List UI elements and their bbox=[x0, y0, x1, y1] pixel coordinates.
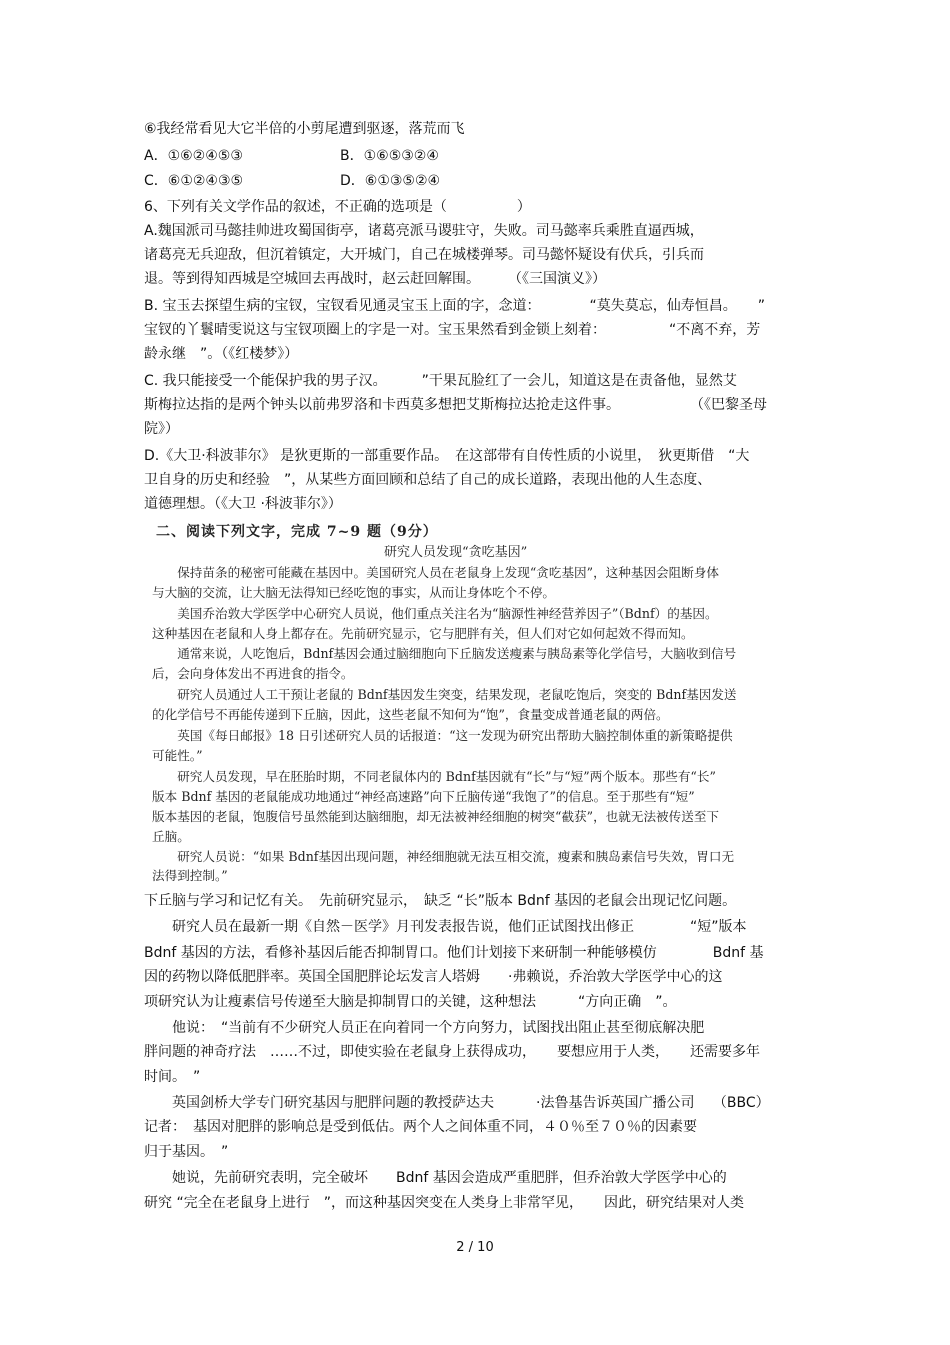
scanned-line: 与大脑的交流，让大脑无法得知已经吃饱的事实，从而让身体吃个不停。 bbox=[152, 585, 555, 600]
scanned-line: 研究人员通过人工干预让老鼠的 Bdnf基因发生突变，结果发现，老鼠吃饱后，突变的 Bdnf基因发送 bbox=[152, 687, 737, 702]
choice-d-line: 卫自身的历史和经验 ”，从某些方面回顾和总结了自己的成长道路，表现出他的人生态度、 bbox=[144, 472, 712, 488]
choice-c-line: C. 我只能接受一个能保护我的男子汉。 ”干果瓦脸红了一会儿，知道这是在责备他，显然艾 bbox=[144, 373, 737, 389]
choice-a-line: 诸葛亮无兵迎敌，但沉着镇定，大开城门，自己在城楼弹琴。司马懿怀疑设有伏兵，引兵而 bbox=[144, 247, 704, 263]
text-line: 因的药物以降低肥胖率。英国全国肥胖论坛发言人塔姆 ·弗赖说，乔治敦大学医学中心的这 bbox=[144, 969, 723, 985]
scanned-line: 丘脑。 bbox=[152, 829, 190, 844]
text-line: 记者： 基因对肥胖的影响总是受到低估。两个人之间体重不同，４０％至７０％的因素要 bbox=[144, 1119, 697, 1135]
scanned-line: 研究人员说：“如果 Bdnf基因出现问题，神经细胞就无法互相交流，瘦素和胰岛素信号失效，胃口无 bbox=[152, 849, 735, 864]
scanned-line: 英国《每日邮报》18 日引述研究人员的话报道：“这一发现为研究出帮助大脑控制体重的新策略提供 bbox=[152, 728, 733, 743]
option-c: C．⑥①②④③⑤ bbox=[144, 173, 244, 189]
choice-a-line: 退。等到得知西城是空城回去再战时，赵云赶回解围。 （《三国演义》） bbox=[144, 271, 606, 287]
text-line: 下丘脑与学习和记忆有关。 先前研究显示， 缺乏 “长”版本 Bdnf 基因的老鼠会出现记忆问题。 bbox=[144, 893, 737, 909]
choice-b-line: 宝钗的丫鬟晴雯说这与宝钗项圈上的字是一对。宝玉果然看到金锁上刻着： “不离不弃，芳 bbox=[144, 322, 761, 338]
choice-d-line: 道德理想。（《大卫 ·科波菲尔》） bbox=[144, 496, 342, 512]
section-heading: 二、阅读下列文字，完成 7~9 题（9分） bbox=[156, 524, 438, 540]
text-line: 胖问题的神奇疗法 ……不过，即使实验在老鼠身上获得成功， 要想应用于人类， 还需要多年 bbox=[144, 1044, 760, 1060]
text-line: 项研究认为让瘦素信号传递至大脑是抑制胃口的关键，这种想法 “方向正确 ”。 bbox=[144, 994, 677, 1010]
scanned-line: 后，会向身体发出不再进食的指令。 bbox=[152, 666, 354, 681]
scanned-line: 版本 Bdnf 基因的老鼠能成功地通过“神经高速路”向下丘脑传递“我饱了”的信息。至于那些有“短” bbox=[152, 789, 695, 804]
option-b: B．①⑥⑤③②④ bbox=[340, 148, 439, 164]
choice-d-line: D.《大卫·科波菲尔》 是狄更斯的一部重要作品。 在这部带有自传性质的小说里， 狄更斯借 “大 bbox=[144, 448, 750, 464]
article-title: 研究人员发现“贪吃基因” bbox=[384, 545, 528, 560]
scanned-line: 这种基因在老鼠和人身上都存在。先前研究显示，它与肥胖有关，但人们对它如何起效不得而知。 bbox=[152, 626, 694, 641]
scanned-line: 研究人员发现，早在胚胎时期，不同老鼠体内的 Bdnf基因就有“长”与“短”两个版本。那些有“长” bbox=[152, 769, 716, 784]
option-d: D．⑥①③⑤②④ bbox=[340, 173, 441, 189]
text-line: ⑥我经常看见大它半倍的小剪尾遭到驱逐，落荒而飞 bbox=[144, 121, 465, 137]
text-line: 研究 “完全在老鼠身上进行 ”，而这种基因突变在人类身上非常罕见， 因此，研究结果对人类 bbox=[144, 1195, 744, 1211]
text-line: 英国剑桥大学专门研究基因与肥胖问题的教授萨达夫 ·法鲁基告诉英国广播公司 （BBC） bbox=[144, 1095, 770, 1111]
scanned-line: 保持苗条的秘密可能藏在基因中。美国研究人员在老鼠身上发现“贪吃基因”，这种基因会阻断身体 bbox=[152, 565, 720, 580]
scanned-passage bbox=[152, 521, 792, 883]
choice-a-line: A.魏国派司马懿挂帅进攻蜀国街亭，诸葛亮派马谡驻守，失败。司马懿率兵乘胜直逼西城， bbox=[144, 223, 704, 239]
text-line: 研究人员在最新一期《自然－医学》月刊发表报告说，他们正试图找出修正 “短”版本 bbox=[144, 919, 747, 935]
choice-c-line: 斯梅拉达指的是两个钟头以前弗罗洛和卡西莫多想把艾斯梅拉达抢走这件事。 （《巴黎圣母 bbox=[144, 397, 767, 413]
text-line: 时间。 ” bbox=[144, 1069, 201, 1085]
text-line: 她说，先前研究表明，完全破坏 Bdnf 基因会造成严重肥胖，但乔治敦大学医学中心的 bbox=[144, 1170, 727, 1186]
option-a: A．①⑥②④⑤③ bbox=[144, 148, 243, 164]
scanned-line: 美国乔治敦大学医学中心研究人员说，他们重点关注名为“脑源性神经营养因子”（Bdnf）的基因。 bbox=[152, 606, 718, 621]
scanned-line: 法得到控制。” bbox=[152, 868, 228, 883]
scanned-line: 通常来说，人吃饱后，Bdnf基因会通过脑细胞向下丘脑发送瘦素与胰岛素等化学信号，大脑收到信号 bbox=[152, 646, 737, 661]
question-6-stem: 6、下列有关文学作品的叙述，不正确的选项是（ ） bbox=[144, 199, 531, 215]
scanned-line: 可能性。” bbox=[152, 748, 203, 763]
text-line: 他说： “当前有不少研究人员正在向着同一个方向努力，试图找出阻止甚至彻底解决肥 bbox=[144, 1020, 705, 1036]
choice-b-line: B. 宝玉去探望生病的宝钗，宝钗看见通灵宝玉上面的字，念道： “莫失莫忘，仙寿恒昌。 ” bbox=[144, 298, 766, 314]
scanned-line: 版本基因的老鼠，饱腹信号虽然能到达脑细胞，却无法被神经细胞的树突“截获”，也就无法被传送至下 bbox=[152, 809, 720, 824]
text-line: 归于基因。 ” bbox=[144, 1144, 229, 1160]
choice-b-line: 龄永继 ”。（《红楼梦》） bbox=[144, 346, 299, 362]
page-number: 2 / 10 bbox=[456, 1240, 494, 1255]
choice-c-line: 院》） bbox=[144, 421, 179, 437]
scanned-line: 的化学信号不再能传递到下丘脑，因此，这些老鼠不知何为“饱”，食量变成普通老鼠的两倍。 bbox=[152, 707, 669, 722]
text-line: Bdnf 基因的方法，看修补基因后能否抑制胃口。他们计划接下来研制一种能够模仿 Bdnf 基 bbox=[144, 945, 764, 961]
